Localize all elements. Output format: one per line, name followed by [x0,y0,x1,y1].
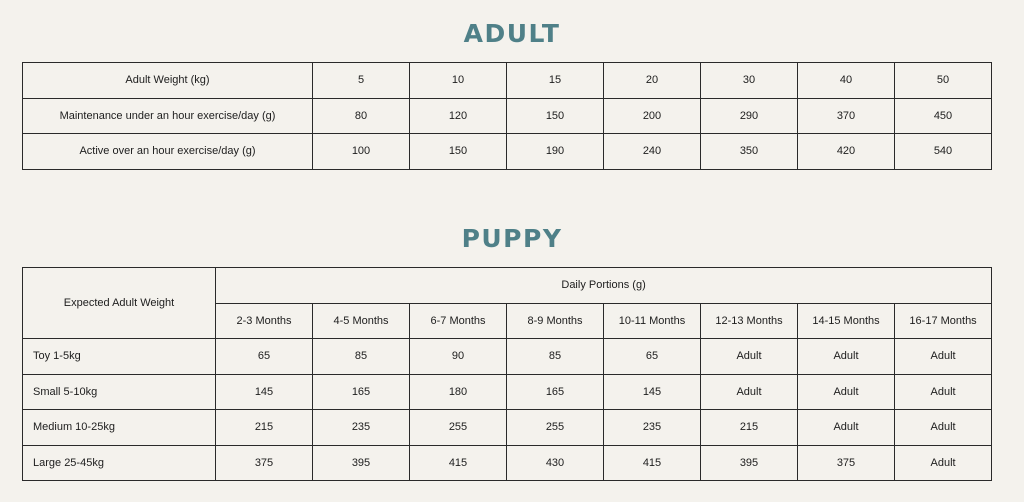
puppy-cell: 180 [410,374,507,410]
puppy-cell: 255 [410,410,507,446]
puppy-header-cell: 14-15 Months [798,303,895,339]
puppy-cell: Adult [798,374,895,410]
adult-header-cell: 15 [507,63,604,99]
puppy-cell: Adult [895,374,992,410]
adult-cell: 240 [604,134,701,170]
puppy-cell: Adult [895,339,992,375]
puppy-group-header: Daily Portions (g) [216,268,992,304]
puppy-cell: 145 [604,374,701,410]
puppy-table-row [23,374,992,410]
puppy-cell: 85 [507,339,604,375]
puppy-cell: 165 [507,374,604,410]
puppy-header-cell: 16-17 Months [895,303,992,339]
puppy-cell: Adult [798,339,895,375]
adult-cell: 150 [410,134,507,170]
adult-cell: 120 [410,98,507,134]
puppy-cell: 235 [604,410,701,446]
puppy-cell: Adult [701,339,798,375]
adult-cell: 150 [507,98,604,134]
adult-header-row [23,63,992,99]
adult-cell: 370 [798,98,895,134]
puppy-cell: 395 [701,445,798,481]
puppy-header-cell: 2-3 Months [216,303,313,339]
puppy-table-row [23,410,992,446]
puppy-table-row [23,339,992,375]
puppy-cell: 415 [604,445,701,481]
adult-header-cell: 40 [798,63,895,99]
puppy-cell: 145 [216,374,313,410]
puppy-header-cell: 8-9 Months [507,303,604,339]
puppy-header-cell: 10-11 Months [604,303,701,339]
puppy-header-cell: 4-5 Months [313,303,410,339]
adult-cell: 80 [313,98,410,134]
adult-header-cell: 50 [895,63,992,99]
puppy-cell: Adult [895,445,992,481]
puppy-cell: 65 [216,339,313,375]
puppy-row-label: Medium 10-25kg [23,410,216,446]
adult-table-row [23,134,992,170]
puppy-row-label: Toy 1-5kg [23,339,216,375]
puppy-cell: 65 [604,339,701,375]
adult-table-row [23,98,992,134]
puppy-section-title: PUPPY [461,224,563,253]
adult-section-title: ADULT [463,19,561,48]
adult-cell: 450 [895,98,992,134]
adult-row-label: Maintenance under an hour exercise/day (g) [23,98,313,134]
puppy-group-header-row [23,268,992,304]
puppy-cell: 415 [410,445,507,481]
puppy-cell: 255 [507,410,604,446]
puppy-cell: 430 [507,445,604,481]
puppy-cell: 90 [410,339,507,375]
puppy-row-label: Small 5-10kg [23,374,216,410]
adult-cell: 540 [895,134,992,170]
puppy-cell: 375 [216,445,313,481]
puppy-cell: 375 [798,445,895,481]
puppy-cell: 215 [216,410,313,446]
adult-cell: 350 [701,134,798,170]
adult-header-cell: 5 [313,63,410,99]
puppy-cell: Adult [701,374,798,410]
puppy-cell: 395 [313,445,410,481]
adult-feeding-table [22,62,992,170]
puppy-table-row [23,445,992,481]
adult-cell: 420 [798,134,895,170]
adult-cell: 200 [604,98,701,134]
adult-cell: 290 [701,98,798,134]
adult-header-cell: 10 [410,63,507,99]
adult-header-cell: 30 [701,63,798,99]
puppy-cell: 85 [313,339,410,375]
puppy-row-label: Large 25-45kg [23,445,216,481]
puppy-cell: 165 [313,374,410,410]
puppy-cell: Adult [798,410,895,446]
adult-row-label: Active over an hour exercise/day (g) [23,134,313,170]
puppy-corner-header: Expected Adult Weight [23,268,216,339]
puppy-cell: Adult [895,410,992,446]
puppy-feeding-table [22,267,992,481]
adult-header-cell: 20 [604,63,701,99]
puppy-cell: 215 [701,410,798,446]
adult-cell: 100 [313,134,410,170]
puppy-cell: 235 [313,410,410,446]
adult-header-cell: Adult Weight (kg) [23,63,313,99]
puppy-header-cell: 6-7 Months [410,303,507,339]
adult-cell: 190 [507,134,604,170]
puppy-header-cell: 12-13 Months [701,303,798,339]
